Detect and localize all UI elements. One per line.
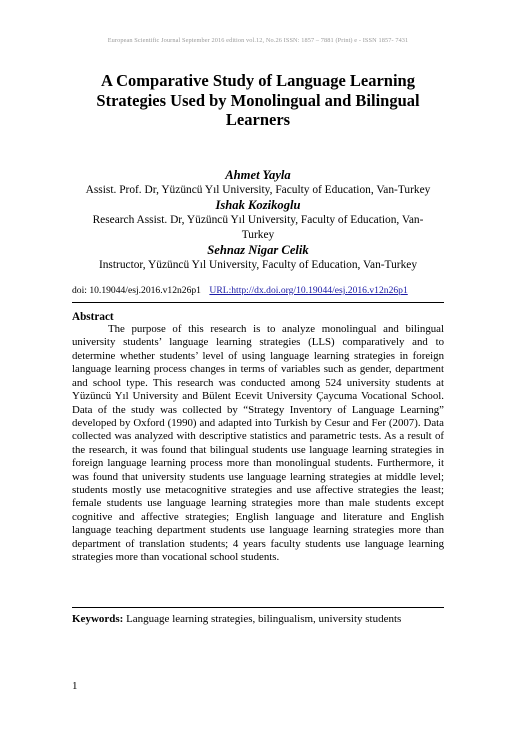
abstract-text: The purpose of this research is to analyze monolingual and bilingual university students’ language learning strategies (LLS) comparatively and to determine whether students’ level of using language learning strategies in foreign language learning process changes in terms of variables such as gender, department and school type. This research was conducted among 524 university students at Yüzüncü Yıl University and Bülent Ecevit University Çaycuma Vocational School. Data of the study was collected by “Strategy Inventory of Language Learning” developed by Oxford (1990) and adapted into Turkish by Cesur and Fer (2007). Data collected was analyzed with descriptive statistics and parametric tests. As a result of the research, it was found that bilingual students use language learning strategies in foreign language learning process more than monolingual students. Furthermore, it was found that university students use language learning strategies at middle level; students mostly use metacognitive strategies and use affective strategies the least; female students use language learning strategies more than male students except cognitive and affective strategies; English language and literature and English language teaching department students use language learning strategies more than department of translation students; 4 years faculty students use language learning strategies more than vocational school students. bbox=[72, 323, 444, 564]
keywords-label: Keywords: bbox=[72, 613, 124, 625]
keywords-line bbox=[72, 613, 444, 625]
author-affiliation: Turkey bbox=[241, 229, 275, 241]
doi-line bbox=[72, 285, 452, 296]
title-line: Strategies Used by Monolingual and Bilingual bbox=[96, 90, 420, 110]
doi-label: doi: 10.19044/esj.2016.v12n26p1 bbox=[72, 285, 201, 296]
author-name: Ishak Kozikoglu bbox=[215, 198, 301, 212]
section-divider bbox=[72, 302, 444, 303]
section-divider bbox=[72, 607, 444, 608]
title-line: Learners bbox=[225, 110, 291, 129]
running-head: European Scientific Journal September 2016 edition vol.12, No.26 ISSN: 1857 – 7881 (Print) e - ISSN 1857- 7431 bbox=[107, 37, 409, 44]
author-affiliation: Assist. Prof. Dr, Yüzüncü Yıl University, Faculty of Education, Van-Turkey bbox=[85, 184, 431, 196]
doi-link[interactable]: URL:http://dx.doi.org/10.19044/esj.2016.v12n26p1 bbox=[209, 285, 408, 296]
page-number: 1 bbox=[72, 680, 78, 692]
author-affiliation: Instructor, Yüzüncü Yıl University, Faculty of Education, Van-Turkey bbox=[98, 259, 418, 271]
paper-title bbox=[60, 71, 456, 130]
author-name: Sehnaz Nigar Celik bbox=[207, 243, 309, 257]
author-name: Ahmet Yayla bbox=[225, 168, 291, 182]
title-line: A Comparative Study of Language Learning bbox=[101, 71, 415, 90]
author-affiliation: Research Assist. Dr, Yüzüncü Yıl University, Faculty of Education, Van- bbox=[92, 214, 424, 226]
author-block bbox=[60, 168, 456, 273]
keywords-text: Language learning strategies, bilingualism, university students bbox=[126, 613, 402, 625]
abstract-heading: Abstract bbox=[72, 311, 114, 323]
